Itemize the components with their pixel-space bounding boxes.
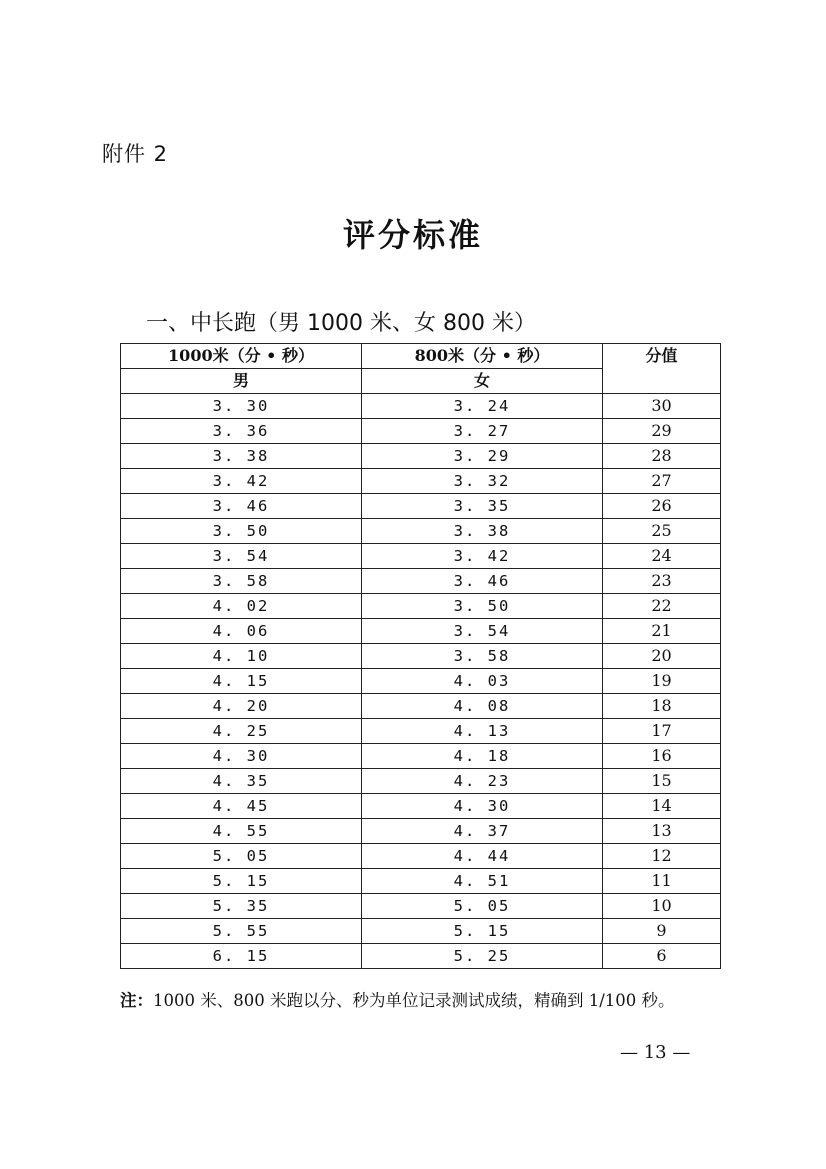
cell-score: 21 — [603, 619, 721, 644]
table-row — [121, 919, 721, 944]
cell-female-time: 3. 50 — [362, 594, 603, 619]
cell-female-time: 3. 35 — [362, 494, 603, 519]
note-text: 1000 米、800 米跑以分、秒为单位记录测试成绩，精确到 1/100 秒。 — [153, 991, 675, 1010]
subheader-male: 男 — [121, 369, 362, 394]
cell-score: 13 — [603, 819, 721, 844]
table-row — [121, 694, 721, 719]
table-row — [121, 494, 721, 519]
cell-female-time: 3. 24 — [362, 394, 603, 419]
table-row — [121, 769, 721, 794]
page-number: — 13 — — [620, 1042, 691, 1063]
table-row — [121, 594, 721, 619]
cell-male-time: 3. 50 — [121, 519, 362, 544]
cell-male-time: 3. 58 — [121, 569, 362, 594]
cell-score: 24 — [603, 544, 721, 569]
attachment-label: 附件 2 — [102, 142, 169, 166]
section-heading: 一、中长跑（男 1000 米、女 800 米） — [146, 311, 536, 336]
table-row — [121, 519, 721, 544]
cell-score: 11 — [603, 869, 721, 894]
cell-score: 22 — [603, 594, 721, 619]
table-row — [121, 894, 721, 919]
cell-score: 20 — [603, 644, 721, 669]
cell-male-time: 4. 06 — [121, 619, 362, 644]
table-row — [121, 819, 721, 844]
table-row — [121, 569, 721, 594]
cell-female-time: 4. 37 — [362, 819, 603, 844]
cell-male-time: 4. 02 — [121, 594, 362, 619]
table-note — [120, 987, 675, 1011]
cell-score: 14 — [603, 794, 721, 819]
cell-score: 15 — [603, 769, 721, 794]
cell-male-time: 4. 10 — [121, 644, 362, 669]
cell-male-time: 3. 42 — [121, 469, 362, 494]
table-row — [121, 794, 721, 819]
cell-score: 6 — [603, 944, 721, 969]
cell-female-time: 3. 58 — [362, 644, 603, 669]
cell-score: 30 — [603, 394, 721, 419]
cell-male-time: 3. 46 — [121, 494, 362, 519]
table-row — [121, 644, 721, 669]
cell-male-time: 4. 15 — [121, 669, 362, 694]
cell-male-time: 5. 15 — [121, 869, 362, 894]
table-row — [121, 419, 721, 444]
table-row — [121, 719, 721, 744]
subheader-female: 女 — [362, 369, 603, 394]
cell-score: 25 — [603, 519, 721, 544]
cell-male-time: 4. 20 — [121, 694, 362, 719]
table-row — [121, 444, 721, 469]
table-row — [121, 844, 721, 869]
table-header-row — [121, 344, 721, 369]
cell-male-time: 5. 05 — [121, 844, 362, 869]
cell-score: 10 — [603, 894, 721, 919]
cell-female-time: 3. 54 — [362, 619, 603, 644]
header-1000m: 1000米（分 • 秒） — [121, 344, 362, 369]
document-title: 评分标准 — [342, 216, 483, 254]
cell-score: 19 — [603, 669, 721, 694]
table-row — [121, 744, 721, 769]
cell-male-time: 4. 55 — [121, 819, 362, 844]
cell-male-time: 3. 54 — [121, 544, 362, 569]
scoring-table — [120, 343, 721, 969]
cell-female-time: 3. 42 — [362, 544, 603, 569]
table-row — [121, 869, 721, 894]
cell-female-time: 4. 30 — [362, 794, 603, 819]
cell-score: 23 — [603, 569, 721, 594]
cell-score: 12 — [603, 844, 721, 869]
cell-score: 17 — [603, 719, 721, 744]
table-row — [121, 944, 721, 969]
cell-female-time: 4. 13 — [362, 719, 603, 744]
table-row — [121, 394, 721, 419]
cell-score: 26 — [603, 494, 721, 519]
table-row — [121, 544, 721, 569]
cell-male-time: 3. 38 — [121, 444, 362, 469]
cell-male-time: 6. 15 — [121, 944, 362, 969]
cell-male-time: 5. 55 — [121, 919, 362, 944]
cell-male-time: 3. 30 — [121, 394, 362, 419]
note-label: 注： — [120, 991, 153, 1010]
cell-female-time: 4. 08 — [362, 694, 603, 719]
cell-male-time: 4. 25 — [121, 719, 362, 744]
header-800m: 800米（分 • 秒） — [362, 344, 603, 369]
cell-female-time: 3. 27 — [362, 419, 603, 444]
cell-female-time: 4. 51 — [362, 869, 603, 894]
cell-score: 9 — [603, 919, 721, 944]
cell-score: 27 — [603, 469, 721, 494]
cell-female-time: 3. 29 — [362, 444, 603, 469]
table-row — [121, 469, 721, 494]
cell-female-time: 4. 44 — [362, 844, 603, 869]
cell-female-time: 5. 05 — [362, 894, 603, 919]
cell-female-time: 5. 25 — [362, 944, 603, 969]
cell-female-time: 5. 15 — [362, 919, 603, 944]
table-row — [121, 669, 721, 694]
table-row — [121, 619, 721, 644]
cell-male-time: 5. 35 — [121, 894, 362, 919]
header-score: 分值 — [603, 344, 721, 394]
cell-female-time: 3. 38 — [362, 519, 603, 544]
cell-score: 16 — [603, 744, 721, 769]
cell-female-time: 4. 23 — [362, 769, 603, 794]
cell-female-time: 4. 18 — [362, 744, 603, 769]
cell-male-time: 3. 36 — [121, 419, 362, 444]
cell-female-time: 3. 46 — [362, 569, 603, 594]
cell-female-time: 3. 32 — [362, 469, 603, 494]
cell-male-time: 4. 45 — [121, 794, 362, 819]
cell-score: 18 — [603, 694, 721, 719]
cell-male-time: 4. 35 — [121, 769, 362, 794]
cell-female-time: 4. 03 — [362, 669, 603, 694]
cell-male-time: 4. 30 — [121, 744, 362, 769]
cell-score: 28 — [603, 444, 721, 469]
cell-score: 29 — [603, 419, 721, 444]
